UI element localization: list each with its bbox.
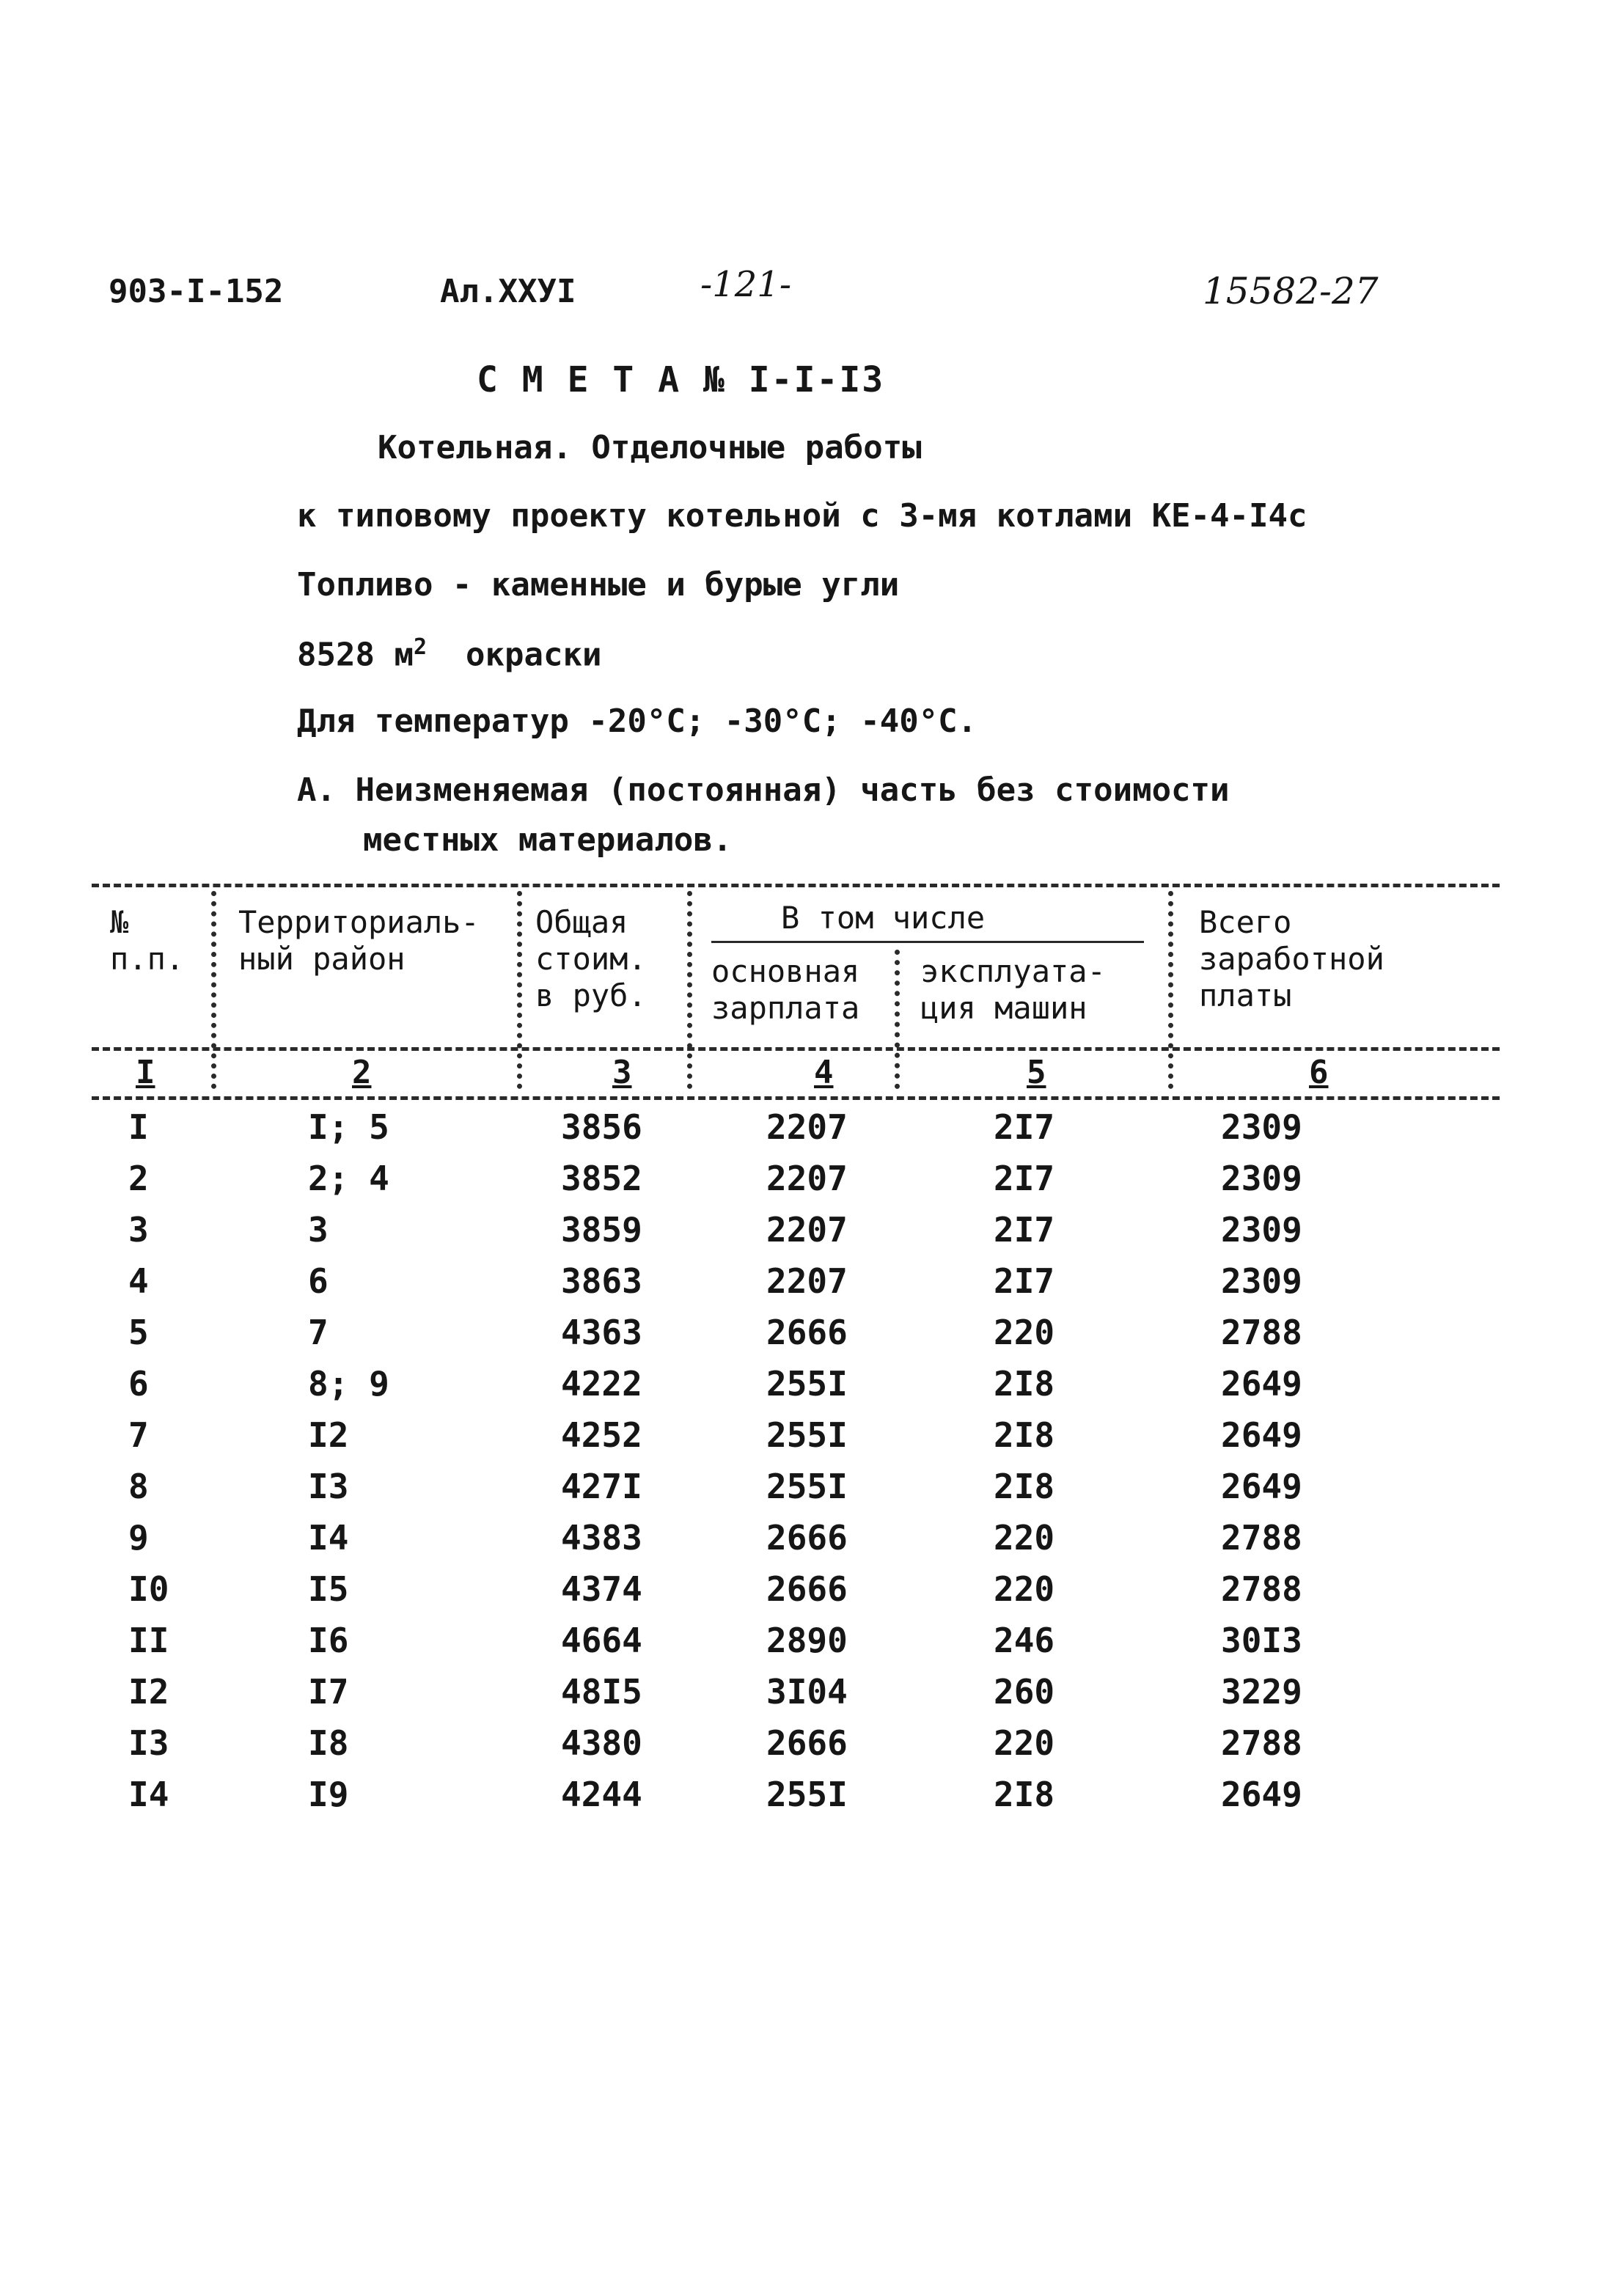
table-row — [92, 1467, 1500, 1518]
row-total-cost: 3863 — [561, 1261, 642, 1301]
row-number: I3 — [128, 1723, 169, 1763]
column-number: 4 — [814, 1054, 834, 1091]
row-base-salary: 255I — [766, 1467, 848, 1506]
table-row — [92, 1723, 1500, 1775]
row-district: I7 — [308, 1672, 349, 1712]
row-base-salary: 2666 — [766, 1723, 848, 1763]
row-total-wages: 2309 — [1221, 1210, 1302, 1250]
table-row — [92, 1210, 1500, 1261]
row-number: 9 — [128, 1518, 149, 1558]
row-district: 7 — [308, 1313, 329, 1352]
project-code: 903-I-152 — [109, 273, 284, 310]
row-total-wages: 2309 — [1221, 1261, 1302, 1301]
row-machine-operation: 2I8 — [994, 1415, 1055, 1455]
row-number: 6 — [128, 1364, 149, 1404]
area-line — [297, 634, 601, 674]
row-total-wages: 2788 — [1221, 1569, 1302, 1609]
table-colnum-rule — [92, 1096, 1500, 1100]
row-district: I; 5 — [308, 1107, 389, 1147]
table-row — [92, 1261, 1500, 1313]
row-total-cost: 3856 — [561, 1107, 642, 1147]
row-base-salary: 2666 — [766, 1313, 848, 1352]
page-number: -121- — [700, 264, 792, 305]
row-total-cost: 3852 — [561, 1159, 642, 1198]
header-base-salary: основная зарплата — [711, 953, 860, 1026]
column-divider — [895, 950, 900, 1089]
header-machine-operation: эксплуата- ция машин — [920, 953, 1106, 1026]
row-number: 5 — [128, 1313, 149, 1352]
column-number: I — [136, 1054, 155, 1091]
table-row — [92, 1107, 1500, 1159]
table-row — [92, 1518, 1500, 1569]
row-base-salary: 2207 — [766, 1159, 848, 1198]
table-header-rule — [92, 1047, 1500, 1051]
row-total-wages: 2788 — [1221, 1723, 1302, 1763]
row-district: 3 — [308, 1210, 329, 1250]
row-district: 8; 9 — [308, 1364, 389, 1404]
header-total-cost: Общая стоим. в руб. — [535, 904, 647, 1013]
row-machine-operation: 220 — [994, 1518, 1055, 1558]
table-row — [92, 1415, 1500, 1467]
row-district: I9 — [308, 1775, 349, 1814]
row-number: 4 — [128, 1261, 149, 1301]
subtitle-line-1: Котельная. Отделочные работы — [378, 429, 922, 466]
table-row — [92, 1313, 1500, 1364]
row-number: 3 — [128, 1210, 149, 1250]
row-total-wages: 2309 — [1221, 1159, 1302, 1198]
estimate-title: С М Е Т А № I-I-I3 — [477, 359, 885, 400]
temperature-line: Для температур -20°С; -30°С; -40°С. — [297, 703, 977, 740]
row-machine-operation: 220 — [994, 1313, 1055, 1352]
section-line-1: А. Неизменяемая (постоянная) часть без стоимости — [297, 771, 1230, 809]
row-district: 2; 4 — [308, 1159, 389, 1198]
table-row — [92, 1364, 1500, 1415]
row-machine-operation: 2I8 — [994, 1364, 1055, 1404]
row-number: 2 — [128, 1159, 149, 1198]
row-machine-operation: 2I7 — [994, 1107, 1055, 1147]
row-machine-operation: 2I8 — [994, 1467, 1055, 1506]
row-total-wages: 2309 — [1221, 1107, 1302, 1147]
row-total-cost: 48I5 — [561, 1672, 642, 1712]
area-value: 8528 м — [297, 636, 414, 674]
column-number: 3 — [612, 1054, 632, 1091]
row-total-cost: 4383 — [561, 1518, 642, 1558]
estimate-table — [92, 884, 1500, 1837]
row-total-cost: 4244 — [561, 1775, 642, 1814]
row-number: I4 — [128, 1775, 169, 1814]
row-total-wages: 2649 — [1221, 1775, 1302, 1814]
row-number: I — [128, 1107, 149, 1147]
row-district: I4 — [308, 1518, 349, 1558]
row-total-cost: 4222 — [561, 1364, 642, 1404]
row-district: I6 — [308, 1621, 349, 1660]
row-total-cost: 3859 — [561, 1210, 642, 1250]
row-total-cost: 4374 — [561, 1569, 642, 1609]
row-number: 7 — [128, 1415, 149, 1455]
row-number: II — [128, 1621, 169, 1660]
row-total-cost: 4252 — [561, 1415, 642, 1455]
column-number: 2 — [352, 1054, 372, 1091]
header-district: Территориаль- ный район — [238, 904, 480, 977]
row-base-salary: 255I — [766, 1364, 848, 1404]
column-number: 5 — [1027, 1054, 1046, 1091]
row-district: I3 — [308, 1467, 349, 1506]
column-number: 6 — [1309, 1054, 1329, 1091]
row-machine-operation: 220 — [994, 1723, 1055, 1763]
row-machine-operation: 2I8 — [994, 1775, 1055, 1814]
table-row — [92, 1159, 1500, 1210]
row-district: I2 — [308, 1415, 349, 1455]
column-divider — [517, 891, 522, 1089]
row-total-cost: 4664 — [561, 1621, 642, 1660]
column-divider — [687, 891, 692, 1089]
row-district: I8 — [308, 1723, 349, 1763]
row-total-cost: 4363 — [561, 1313, 642, 1352]
row-total-wages: 2788 — [1221, 1313, 1302, 1352]
row-number: I0 — [128, 1569, 169, 1609]
row-base-salary: 2890 — [766, 1621, 848, 1660]
area-rest: окраски — [427, 636, 602, 674]
row-machine-operation: 2I7 — [994, 1210, 1055, 1250]
row-base-salary: 2666 — [766, 1569, 848, 1609]
header-number: № п.п. — [110, 904, 185, 977]
row-machine-operation: 220 — [994, 1569, 1055, 1609]
inventory-number: 15582-27 — [1203, 270, 1379, 312]
row-number: I2 — [128, 1672, 169, 1712]
section-line-2: местных материалов. — [363, 821, 733, 859]
area-unit-exponent: 2 — [413, 634, 428, 660]
row-machine-operation: 260 — [994, 1672, 1055, 1712]
subtitle-line-2: к типовому проекту котельной с 3-мя котлами КЕ-4-I4с — [297, 497, 1307, 535]
row-total-wages: 2649 — [1221, 1467, 1302, 1506]
table-row — [92, 1775, 1500, 1826]
header-total-wages: Всего заработной платы — [1199, 904, 1384, 1013]
row-base-salary: 2207 — [766, 1261, 848, 1301]
row-base-salary: 2207 — [766, 1210, 848, 1250]
header-including: В том числе — [781, 900, 986, 936]
row-machine-operation: 2I7 — [994, 1159, 1055, 1198]
group-underline — [711, 941, 1144, 943]
column-divider — [1168, 891, 1173, 1089]
table-row — [92, 1672, 1500, 1723]
table-top-rule — [92, 884, 1500, 887]
row-base-salary: 2207 — [766, 1107, 848, 1147]
row-base-salary: 255I — [766, 1775, 848, 1814]
row-total-wages: 2649 — [1221, 1364, 1302, 1404]
row-total-wages: 2788 — [1221, 1518, 1302, 1558]
album-number: Ал.ХХУI — [440, 273, 576, 310]
row-machine-operation: 246 — [994, 1621, 1055, 1660]
table-row — [92, 1569, 1500, 1621]
row-total-cost: 4380 — [561, 1723, 642, 1763]
row-total-cost: 427I — [561, 1467, 642, 1506]
row-base-salary: 255I — [766, 1415, 848, 1455]
table-row — [92, 1621, 1500, 1672]
row-total-wages: 2649 — [1221, 1415, 1302, 1455]
row-number: 8 — [128, 1467, 149, 1506]
row-district: 6 — [308, 1261, 329, 1301]
row-base-salary: 3I04 — [766, 1672, 848, 1712]
subtitle-line-3: Топливо - каменные и бурые угли — [297, 566, 900, 604]
row-total-wages: 30I3 — [1221, 1621, 1302, 1660]
row-district: I5 — [308, 1569, 349, 1609]
row-machine-operation: 2I7 — [994, 1261, 1055, 1301]
row-total-wages: 3229 — [1221, 1672, 1302, 1712]
row-base-salary: 2666 — [766, 1518, 848, 1558]
column-divider — [211, 891, 216, 1089]
